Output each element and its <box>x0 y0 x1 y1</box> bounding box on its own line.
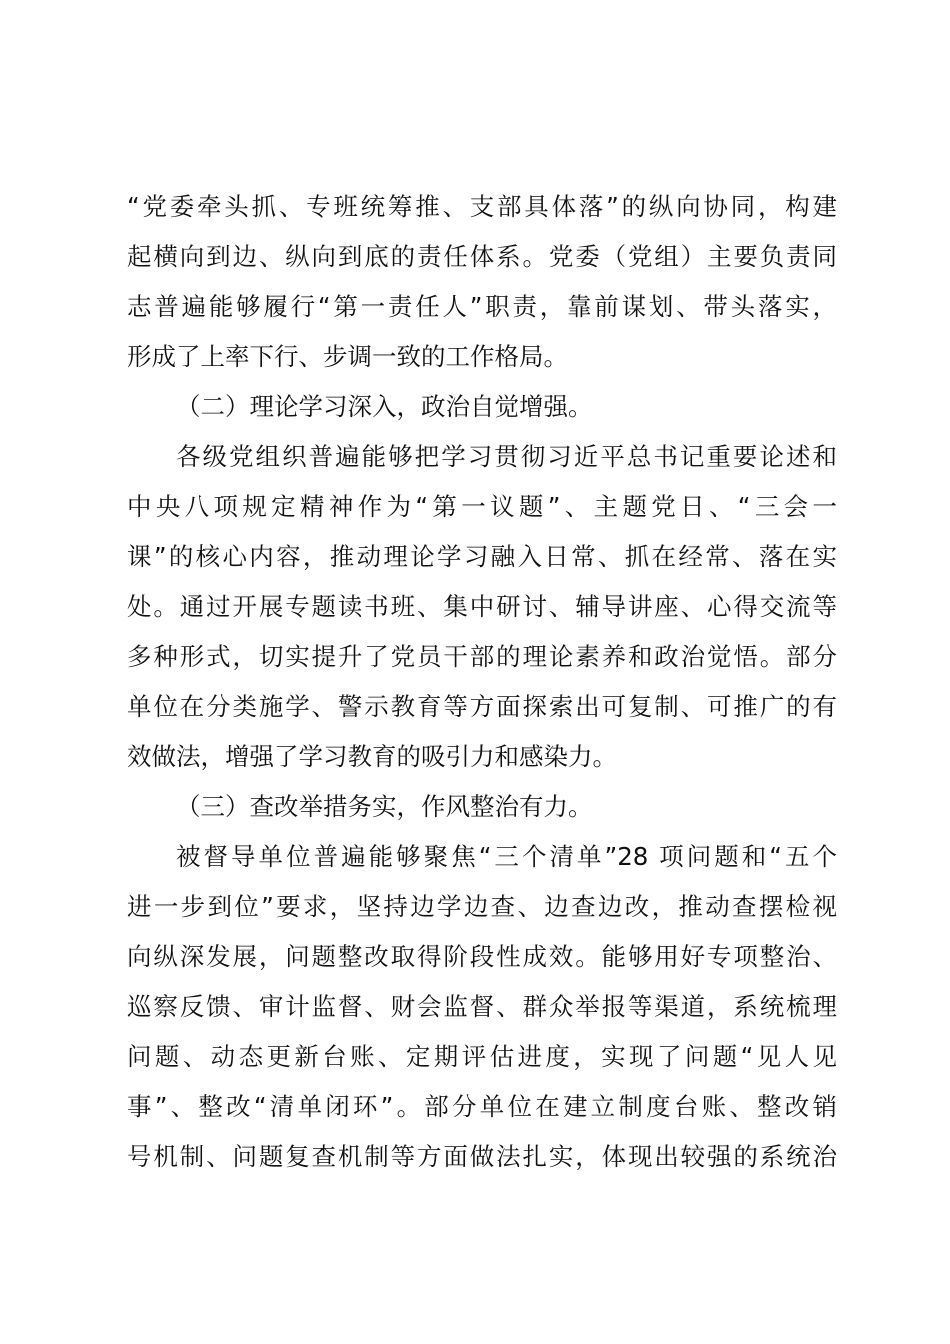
text-line: 多种形式，切实提升了党员干部的理论素养和政治觉悟。部分 <box>127 642 837 671</box>
text-line: 课”的核心内容，推动理论学习融入日常、抓在经常、落在实 <box>127 542 837 571</box>
text-line: 中央八项规定精神作为“第一议题”、主题党日、“三会一 <box>127 492 837 521</box>
text-line: 形成了上率下行、步调一致的工作格局。 <box>127 342 568 371</box>
text-line: 各级党组织普遍能够把学习贯彻习近平总书记重要论述和 <box>176 442 837 471</box>
text-line: “党委牵头抓、专班统筹推、支部具体落”的纵向协同，构建 <box>127 192 837 221</box>
text-line: 问题、动态更新台账、定期评估进度，实现了问题“见人见 <box>127 1042 837 1071</box>
text-line: 效做法，增强了学习教育的吸引力和感染力。 <box>127 742 617 771</box>
text-line: 处。通过开展专题读书班、集中研讨、辅导讲座、心得交流等 <box>127 592 837 621</box>
text-line: 巡察反馈、审计监督、财会监督、群众举报等渠道，系统梳理 <box>127 992 837 1021</box>
text-line: 被督导单位普遍能够聚焦“三个清单”28 项问题和“五个 <box>176 842 837 871</box>
text-line: 事”、整改“清单闭环”。部分单位在建立制度台账、整改销 <box>127 1092 837 1121</box>
text-line: 进一步到位”要求，坚持边学边查、边查边改，推动查摆检视 <box>127 892 837 921</box>
section-heading: （二）理论学习深入，政治自觉增强。 <box>176 392 593 421</box>
text-line: 号机制、问题复查机制等方面做法扎实，体现出较强的系统治 <box>127 1142 837 1171</box>
text-line: 单位在分类施学、警示教育等方面探索出可复制、可推广的有 <box>127 692 837 721</box>
text-line: 志普遍能够履行“第一责任人”职责，靠前谋划、带头落实， <box>127 292 837 321</box>
section-heading: （三）查改举措务实，作风整治有力。 <box>176 792 593 821</box>
text-line: 起横向到边、纵向到底的责任体系。党委（党组）主要负责同 <box>127 242 837 271</box>
text-line: 向纵深发展，问题整改取得阶段性成效。能够用好专项整治、 <box>127 942 837 971</box>
